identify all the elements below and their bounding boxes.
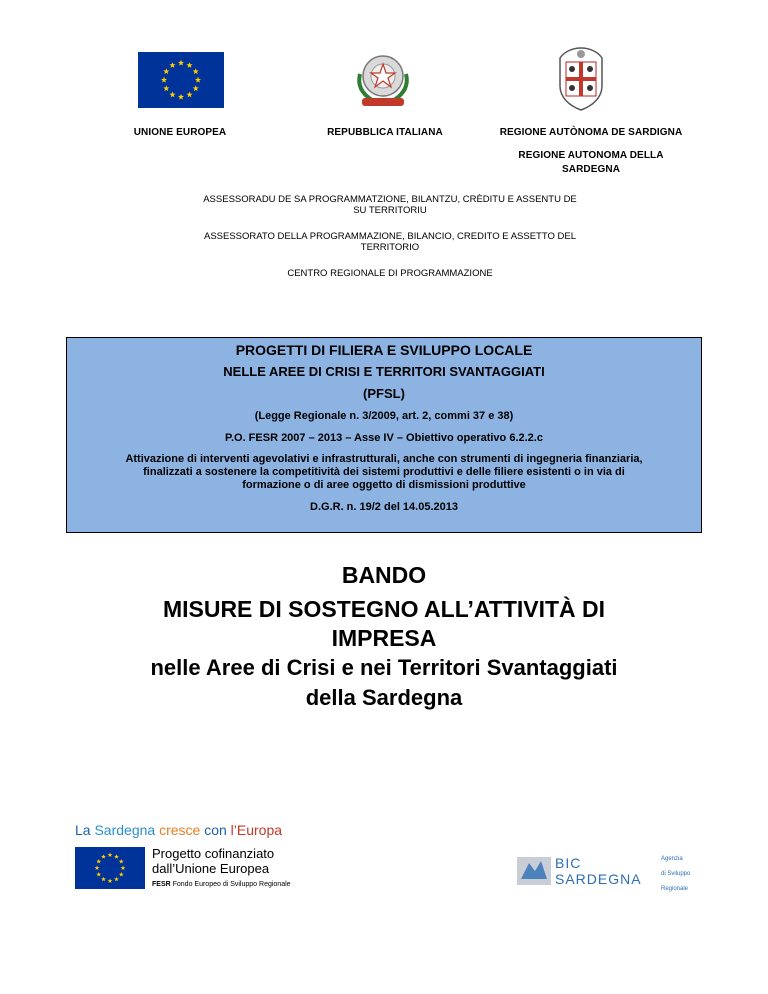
box-line7: finalizzati a sostenere la competitività dei sistemi produttivi e delle filiere esistenti o in via di [143,466,625,478]
sardinia-label: REGIONE AUTÒNOMA DE SARDIGNA [499,127,683,138]
box-line3: (PFSL) [363,386,405,401]
slogan-word: con [204,822,227,838]
fesr-rest: Fondo Europeo di Sviluppo Regionale [170,881,291,888]
box-line1: PROGETTI DI FILIERA E SVILUPPO LOCALE [235,342,533,358]
bic-line1: BIC [555,855,582,871]
fesr-bold: FESR [152,881,171,888]
box-line2: NELLE AREE DI CRISI E TERRITORI SVANTAGGIATI [223,364,545,379]
title-sardegna: della Sardegna [305,685,463,710]
agenzia-line1: Agenzia [661,856,683,862]
progetto-line2: dall’Unione Europea [152,861,270,876]
box-line4: (Legge Regionale n. 3/2009, art. 2, commi 37 e 38) [254,410,514,422]
progetto-line1: Progetto cofinanziato [152,846,275,861]
slogan-word: Sardegna [94,822,156,838]
title-bando: BANDO [341,562,427,588]
slogan-word: La [75,822,91,838]
eu-label: UNIONE EUROPEA [133,127,227,138]
eu-flag-footer-icon [75,847,145,889]
agenzia-line3: Regionale [661,886,689,892]
bic-line2: SARDEGNA [555,871,642,887]
title-impresa: IMPRESA [331,625,437,651]
box-line9: D.G.R. n. 19/2 del 14.05.2013 [310,501,458,513]
assessorato-line2: TERRITORIO [360,242,420,253]
slogan [75,822,282,838]
title-misure: MISURE DI SOSTEGNO ALL’ATTIVITÀ DI [162,596,606,622]
bic-sardegna-icon [517,857,551,885]
sardinia-label-2-line2: SARDEGNA [561,164,621,175]
italy-label: REPUBBLICA ITALIANA [327,127,443,138]
assessorato-sardo-line2: SU TERRITORIU [353,205,427,216]
slogan-word: cresce [159,822,201,838]
sardinia-emblem-icon [554,46,608,112]
eu-flag-icon [138,52,224,108]
assessorato-sardo-line1: ASSESSORADU DE SA PROGRAMMATZIONE, BILANTZU, CRÈDITU E ASSENTU DE [203,194,577,205]
agenzia-line2: di Sviluppo [661,871,691,877]
box-line8: formazione o di aree oggetto di dismissioni produttive [242,479,526,491]
box-line5: P.O. FESR 2007 – 2013 – Asse IV – Obiettivo operativo 6.2.2.c [225,432,543,444]
sardinia-label-2-line1: REGIONE AUTONOMA DELLA [518,150,664,161]
assessorato-line1: ASSESSORATO DELLA PROGRAMMAZIONE, BILANCIO, CREDITO E ASSETTO DEL [203,231,576,242]
project-info-box [66,337,702,533]
title-aree: nelle Aree di Crisi e nei Territori Svantaggiati [150,655,618,680]
slogan-word: l’Europa [230,822,283,838]
italian-emblem-icon [350,46,416,112]
centro-regionale: CENTRO REGIONALE DI PROGRAMMAZIONE [287,268,493,279]
fesr-line [152,881,291,888]
box-line6: Attivazione di interventi agevolativi e infrastrutturali, anche con strumenti di ingegneria finanziaria, [125,453,643,465]
